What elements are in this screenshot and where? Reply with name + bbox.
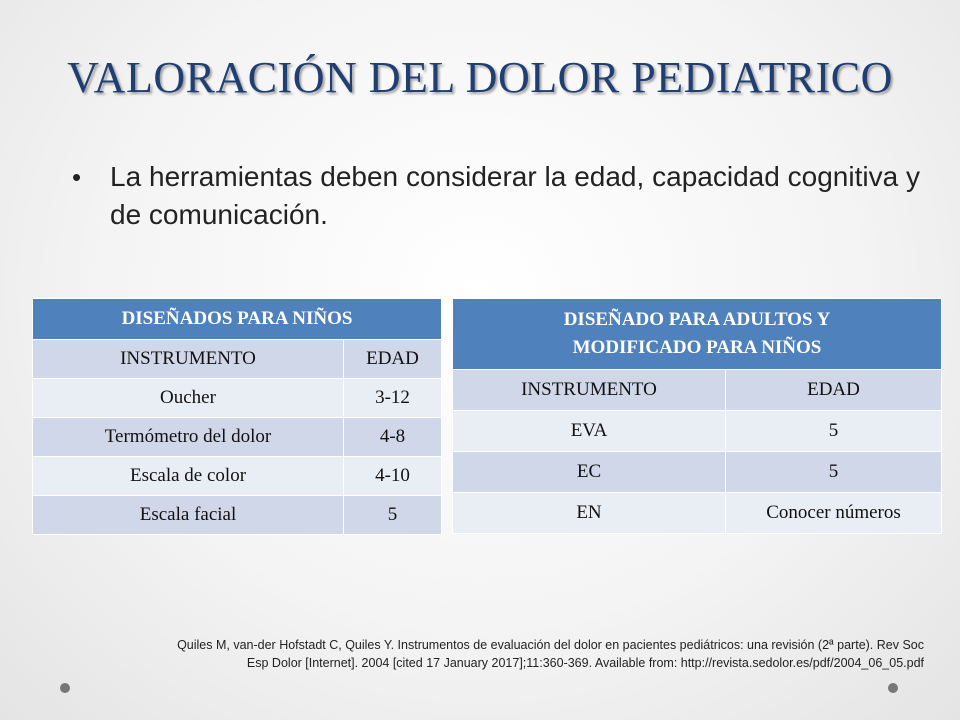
cell-age: Conocer números: [726, 493, 942, 534]
column-header-age: EDAD: [344, 340, 442, 379]
reference-line-2: Esp Dolor [Internet]. 2004 [cited 17 January 2017];11:360-369. Available from: http://revista.sedolor.es/pdf/2004_06_05.pdf: [246, 656, 924, 670]
table-adults: [452, 298, 942, 534]
bullet-icon: •: [72, 162, 82, 192]
bullet-text: La herramientas deben considerar la edad, capacidad cognitiva y de comunicación.: [110, 161, 920, 230]
bullet-point: [72, 158, 920, 234]
table-row: [453, 370, 942, 411]
table-children-header: DISEÑADOS PARA NIÑOS: [33, 299, 442, 340]
reference-citation: [40, 636, 924, 672]
table-row: [453, 452, 942, 493]
cell-age: 4-10: [344, 457, 442, 496]
cell-instrument: Oucher: [33, 379, 344, 418]
cell-age: 3-12: [344, 379, 442, 418]
cell-age: 5: [344, 496, 442, 535]
table-row: [33, 418, 442, 457]
cell-instrument: Termómetro del dolor: [33, 418, 344, 457]
table-adults-header: [453, 299, 942, 370]
table-row: [33, 340, 442, 379]
cell-instrument: EC: [453, 452, 726, 493]
column-header-instrument: INSTRUMENTO: [33, 340, 344, 379]
table-row: [453, 411, 942, 452]
table-adults-header-line2: MODIFICADO PARA NIÑOS: [572, 337, 822, 358]
table-row: [33, 379, 442, 418]
column-header-instrument: INSTRUMENTO: [453, 370, 726, 411]
cell-instrument: Escala facial: [33, 496, 344, 535]
cell-instrument: EVA: [453, 411, 726, 452]
cell-instrument: EN: [453, 493, 726, 534]
right-dot-icon: [888, 683, 898, 693]
table-row: [33, 496, 442, 535]
table-row: [33, 457, 442, 496]
cell-age: 4-8: [344, 418, 442, 457]
cell-age: 5: [726, 452, 942, 493]
slide-title: VALORACIÓN DEL DOLOR PEDIATRICO: [67, 53, 893, 102]
table-adults-header-line1: DISEÑADO PARA ADULTOS Y: [563, 309, 831, 330]
table-row: [453, 493, 942, 534]
cell-age: 5: [726, 411, 942, 452]
reference-line-1: Quiles M, van-der Hofstadt C, Quiles Y. Instrumentos de evaluación del dolor en pacientes pediátricos: una revisión (2ª parte). Rev Soc: [177, 638, 924, 652]
table-children: [32, 298, 442, 535]
left-dot-icon: [60, 683, 70, 693]
column-header-age: EDAD: [726, 370, 942, 411]
cell-instrument: Escala de color: [33, 457, 344, 496]
